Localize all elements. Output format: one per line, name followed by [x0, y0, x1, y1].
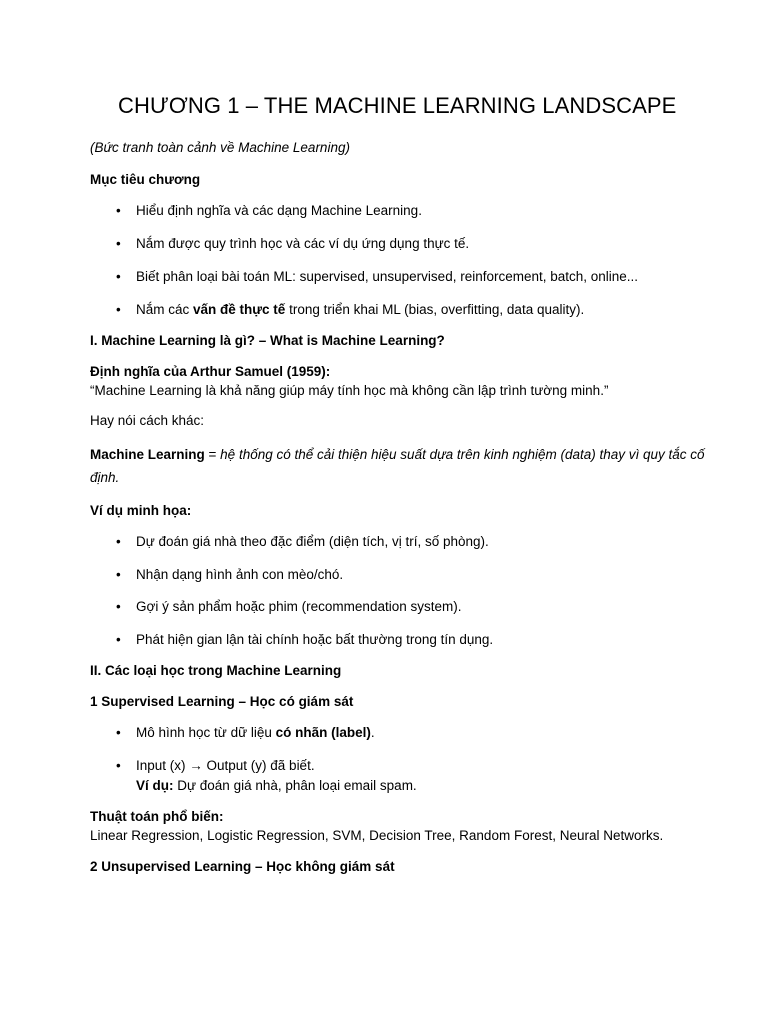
- ml-equals: =: [204, 447, 221, 463]
- list-item: [136, 725, 708, 742]
- item-text: Nắm các: [136, 301, 194, 317]
- example-text: Dự đoán giá nhà, phân loại email spam.: [173, 777, 417, 793]
- ml-description: hệ thống có thể cải thiện hiệu suất dựa trên kinh nghiệm (data) thay vì quy tắc cố định.: [90, 447, 705, 485]
- objectives-heading: Mục tiêu chương: [90, 172, 201, 188]
- examples-list: [90, 534, 708, 650]
- list-item: • Nắm được quy trình học và các ví dụ ứng dụng thực tế.: [136, 236, 708, 253]
- subsection-1-heading: 1 Supervised Learning – Học có giám sát: [90, 694, 354, 710]
- item-emphasis: vấn đề thực tế: [193, 301, 286, 317]
- list-item: • Hiểu định nghĩa và các dạng Machine Learning.: [136, 203, 708, 220]
- examples-heading: Ví dụ minh họa:: [90, 502, 192, 518]
- definition-heading: Định nghĩa của Arthur Samuel (1959):: [90, 363, 331, 379]
- ml-definition: [90, 444, 708, 489]
- example-line: [136, 778, 708, 795]
- item-text: trong triển khai ML (bias, overfitting, data quality).: [285, 301, 585, 317]
- algorithms-list: Linear Regression, Logistic Regression, SVM, Decision Tree, Random Forest, Neural Networks.: [90, 828, 664, 844]
- list-item: • Nhận dạng hình ảnh con mèo/chó.: [136, 567, 708, 584]
- definition-block: [90, 364, 708, 400]
- example-label: Ví dụ:: [136, 777, 174, 793]
- list-item: [136, 302, 708, 319]
- subsection-2-heading: 2 Unsupervised Learning – Học không giám sát: [90, 859, 395, 875]
- chapter-subtitle: (Bức tranh toàn cảnh về Machine Learning): [90, 139, 350, 155]
- section-2-heading: II. Các loại học trong Machine Learning: [90, 663, 342, 679]
- item-emphasis: có nhãn (label): [275, 724, 371, 740]
- list-item: • Phát hiện gian lận tài chính hoặc bất thường trong tín dụng.: [136, 632, 708, 649]
- list-item: • Biết phân loại bài toán ML: supervised, unsupervised, reinforcement, batch, online...: [136, 269, 708, 286]
- supervised-list: [90, 725, 708, 795]
- algorithms-block: [90, 809, 708, 846]
- ml-term: Machine Learning: [90, 447, 205, 463]
- item-text: Mô hình học từ dữ liệu: [136, 724, 276, 740]
- definition-quote: “Machine Learning là khả năng giúp máy tính học mà không cần lập trình tường minh.”: [90, 382, 609, 398]
- alt-intro: Hay nói cách khác:: [90, 413, 205, 429]
- objectives-list: [90, 203, 708, 319]
- item-text: .: [370, 724, 375, 740]
- list-item: [136, 758, 708, 795]
- item-text: • Input (x) → Output (y) đã biết.: [136, 757, 315, 773]
- section-1-heading: I. Machine Learning là gì? – What is Machine Learning?: [90, 332, 445, 348]
- algorithms-heading: Thuật toán phổ biến:: [90, 808, 224, 824]
- chapter-title: CHƯƠNG 1 – THE MACHINE LEARNING LANDSCAPE: [118, 93, 677, 118]
- list-item: • Dự đoán giá nhà theo đặc điểm (diện tích, vị trí, số phòng).: [136, 534, 708, 551]
- list-item: • Gợi ý sản phẩm hoặc phim (recommendation system).: [136, 599, 708, 616]
